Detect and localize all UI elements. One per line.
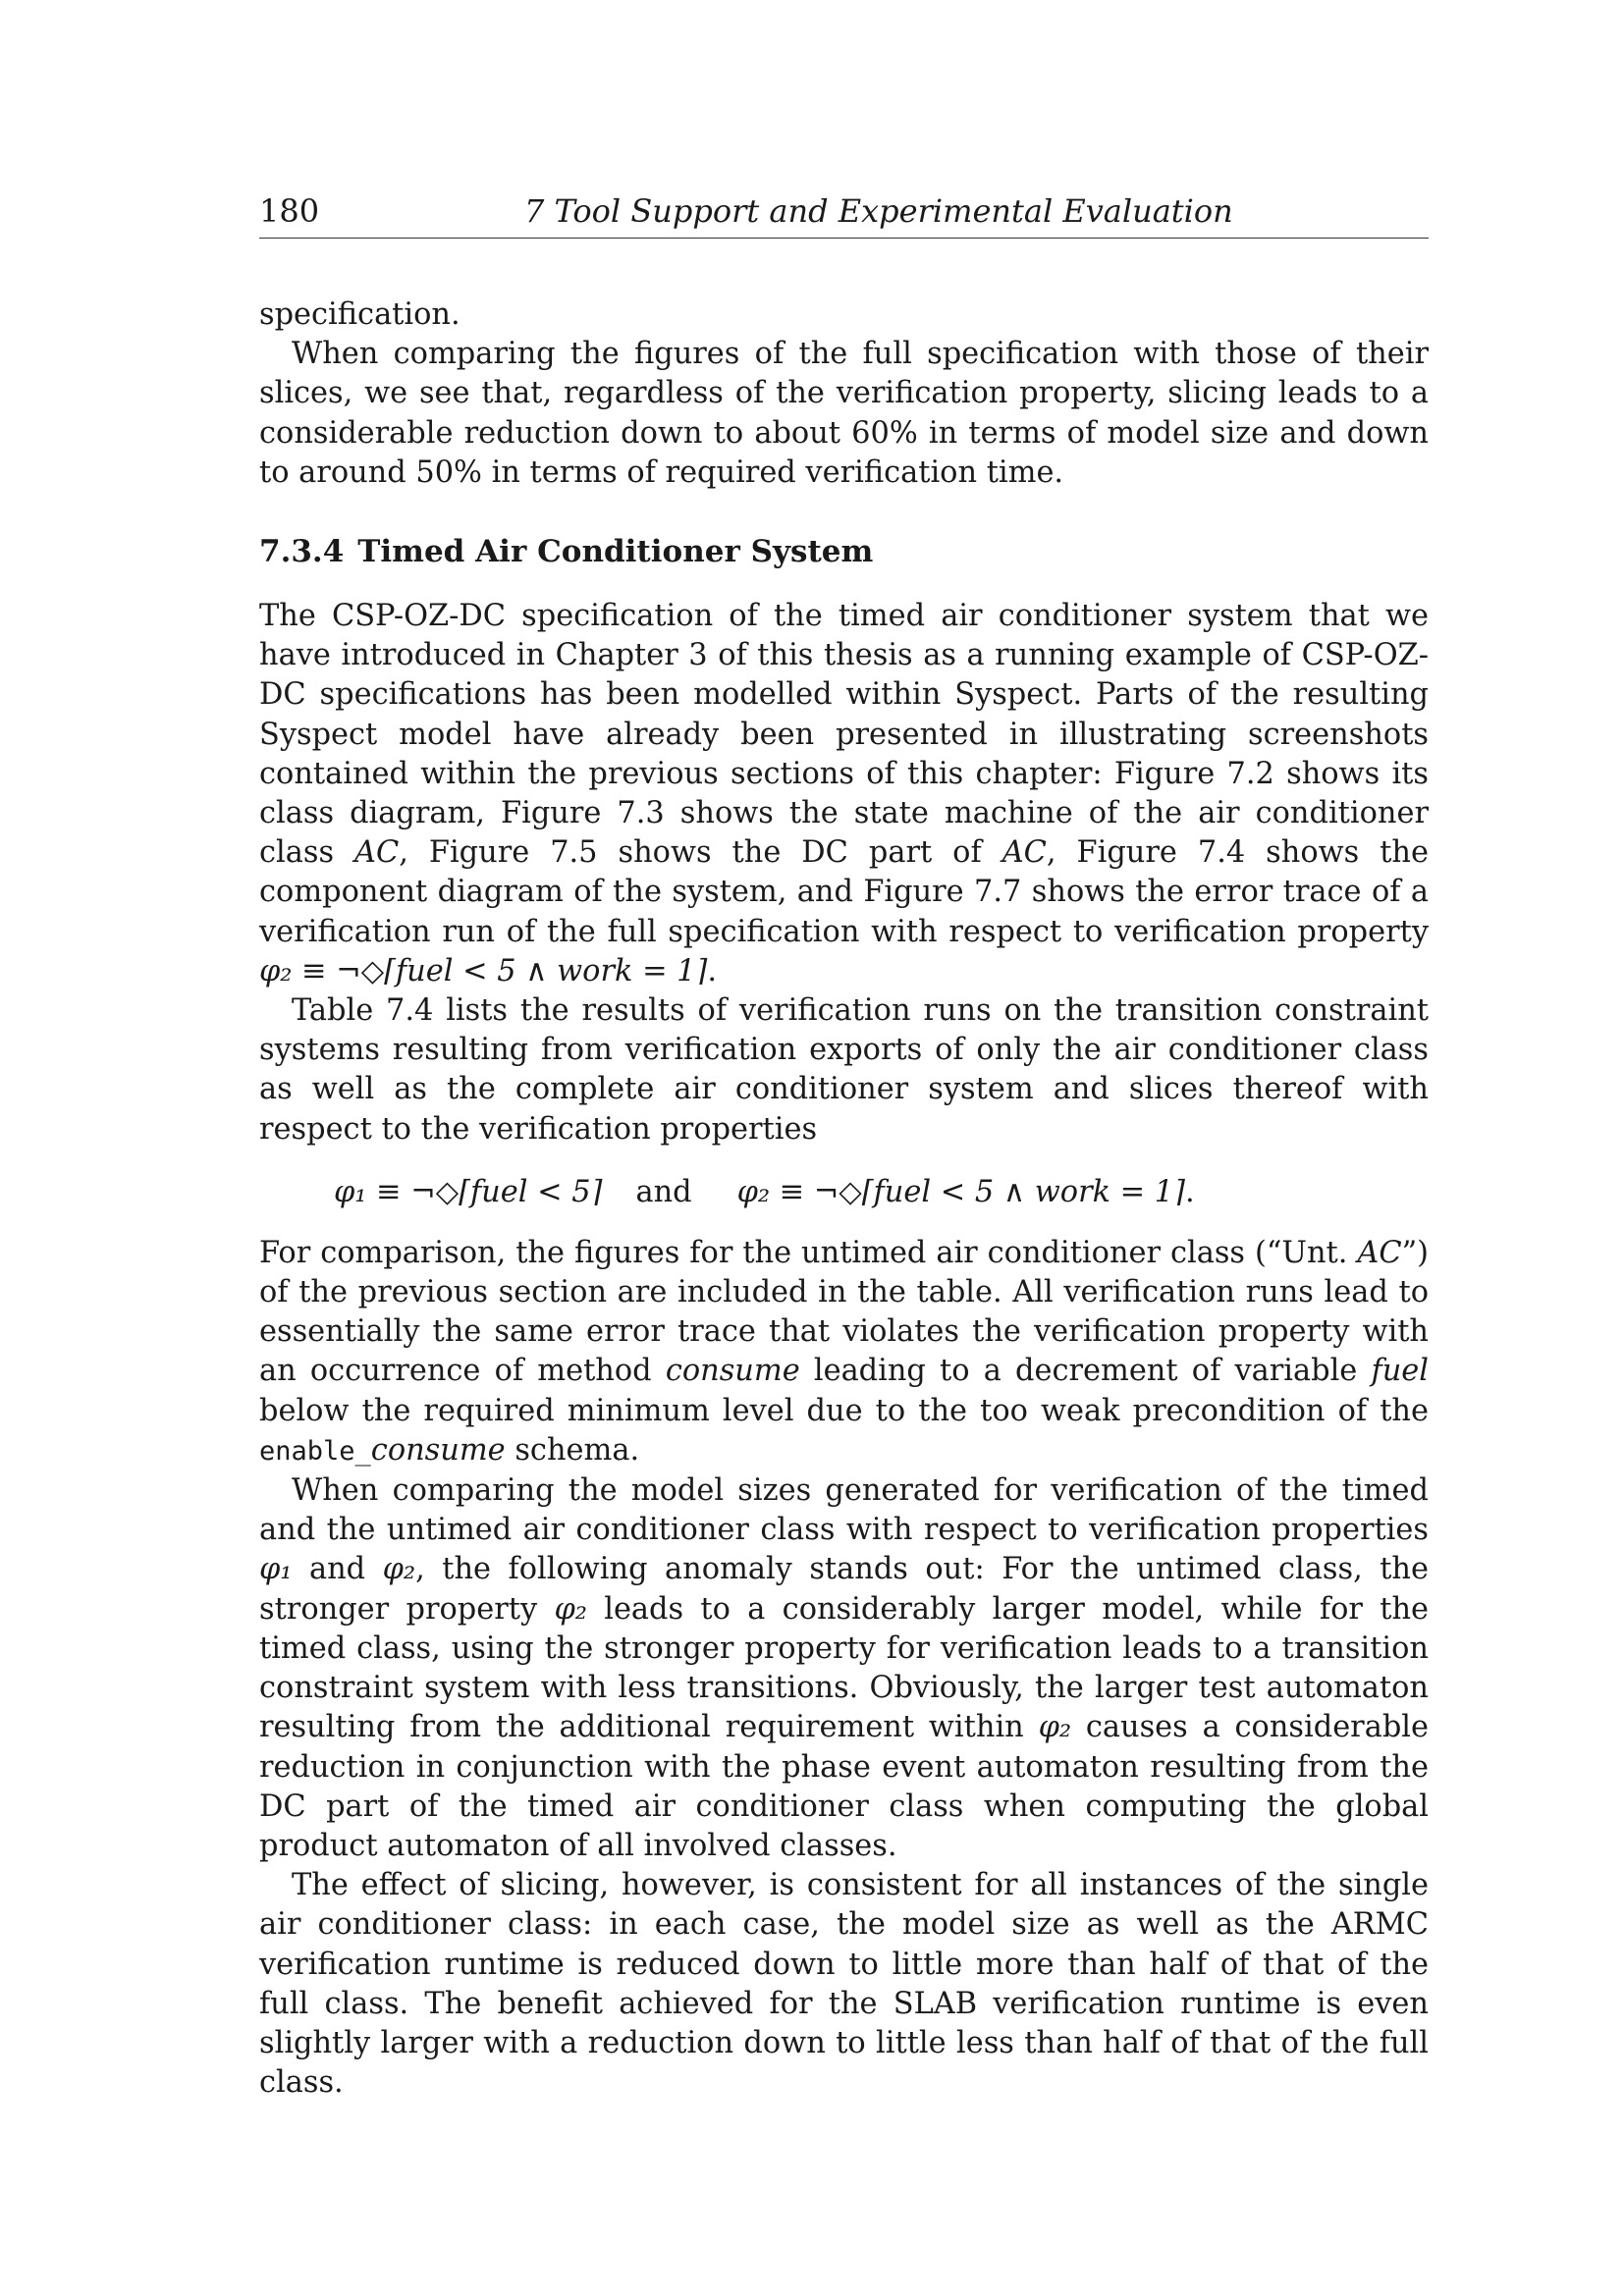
p4-text-b: and	[292, 1552, 383, 1587]
intro-paragraph: When comparing the figures of the full specification with those of their slices, we see that, regardless of the verification property, slicing leads to a considerable reduction down to about 60% in terms of model size and down to around 50% in terms of required verification time.	[259, 337, 1429, 490]
p1-end: .	[707, 953, 718, 988]
p1-text-b: , Figure 7.5 shows the DC part of	[399, 835, 1002, 871]
p1-text-c: , Figure 7.4 shows the component diagram of the system, and Figure 7.7 shows the error trace of a verification run of the full specification with respect to verification property	[259, 835, 1429, 949]
p1-ac-1: AC	[354, 835, 400, 871]
p4-phi2-b: φ₂	[554, 1591, 587, 1627]
p3-fuel: fuel	[1371, 1354, 1430, 1389]
running-title: 7 Tool Support and Experimental Evaluation	[524, 192, 1233, 230]
formula-phi2: φ₂ ≡ ¬◇⌈fuel < 5 ∧ work = 1⌉	[736, 1174, 1185, 1209]
paragraph-3	[259, 1234, 1429, 1471]
p3-text-c: leading to a decrement of variable	[799, 1354, 1372, 1389]
p1-formula: φ₂ ≡ ¬◇⌈fuel < 5 ∧ work = 1⌉	[259, 953, 708, 988]
display-formula	[334, 1173, 1429, 1212]
body-text	[259, 295, 1429, 2103]
section-heading	[259, 532, 1429, 571]
p4-phi1: φ₁	[259, 1552, 293, 1587]
p3-text-b: ”) of the previous section are included in the table. All verification runs lead to essentially the same error trace that violates the verification property with an occurrence of method	[259, 1235, 1429, 1389]
p4-text-d: leads to a considerably larger model, while for the timed class, using the stronger property for verification leads to a transition constraint system with less transitions. Obviously, the larger test automaton resulting from the additional requirement within	[259, 1591, 1429, 1745]
section-title: Timed Air Conditioner System	[357, 534, 874, 570]
paragraph-5: The effect of slicing, however, is consistent for all instances of the single air conditioner class: in each case, the model size as well as the ARMC verification runtime is reduced down to little more than half of that of the full class. The benefit achieved for the SLAB verification runtime is even slightly larger with a reduction down to little less than half of that of the full class.	[259, 1868, 1429, 2101]
p3-text-a: For comparison, the figures for the untimed air conditioner class (“Unt.	[259, 1235, 1358, 1270]
paragraph-2: Table 7.4 lists the results of verification runs on the transition constraint systems resulting from verification exports of only the air conditioner class as well as the complete air conditioner system and slices thereof with respect to the verification properties	[259, 993, 1429, 1147]
paragraph-1	[259, 597, 1429, 991]
p4-text-c: , the following anomaly stands out: For the untimed class, the stronger property	[259, 1552, 1429, 1627]
p4-phi2-a: φ₂	[382, 1552, 416, 1587]
p1-text-a: The CSP-OZ-DC specification of the timed air conditioner system that we have introduced in Chapter 3 of this thesis as a running example of CSP-OZ-DC specifications has been modelled within Syspect. Parts of the resulting Syspect model have already been presented in illustrating screenshots contained within the previous sections of this chapter: Figure 7.2 shows its class diagram, Figure 7.3 shows the state machine of the air conditioner class	[259, 599, 1429, 871]
formula-phi1: φ₁ ≡ ¬◇⌈fuel < 5⌉	[334, 1174, 603, 1209]
p4-phi2-c: φ₂	[1038, 1710, 1072, 1745]
p3-text-e: schema.	[505, 1432, 640, 1468]
section-number: 7.3.4	[259, 534, 345, 570]
formula-and: and	[635, 1174, 692, 1209]
running-head	[259, 192, 1429, 239]
p4-text-e: causes a considerable reduction in conjunction with the phase event automaton resulting from the DC part of the timed air conditioner class when computing the global product automaton of all involved classes.	[259, 1710, 1429, 1863]
p3-text-d: below the required minimum level due to the too weak precondition of the	[259, 1393, 1429, 1428]
p1-ac-2: AC	[1001, 835, 1047, 871]
p4-text-a: When comparing the model sizes generated for verification of the timed and the untimed air conditioner class with respect to verification properties	[259, 1473, 1429, 1548]
p3-ac: AC	[1357, 1235, 1402, 1270]
formula-end: .	[1185, 1174, 1195, 1209]
intro-fragment: specification.	[259, 297, 460, 332]
p3-consume: consume	[665, 1354, 800, 1389]
book-page	[259, 192, 1429, 2103]
page-number: 180	[259, 192, 320, 230]
p3-enable-consume: consume	[370, 1432, 506, 1468]
p3-enable: enable_	[259, 1435, 371, 1467]
paragraph-4	[259, 1471, 1429, 1866]
